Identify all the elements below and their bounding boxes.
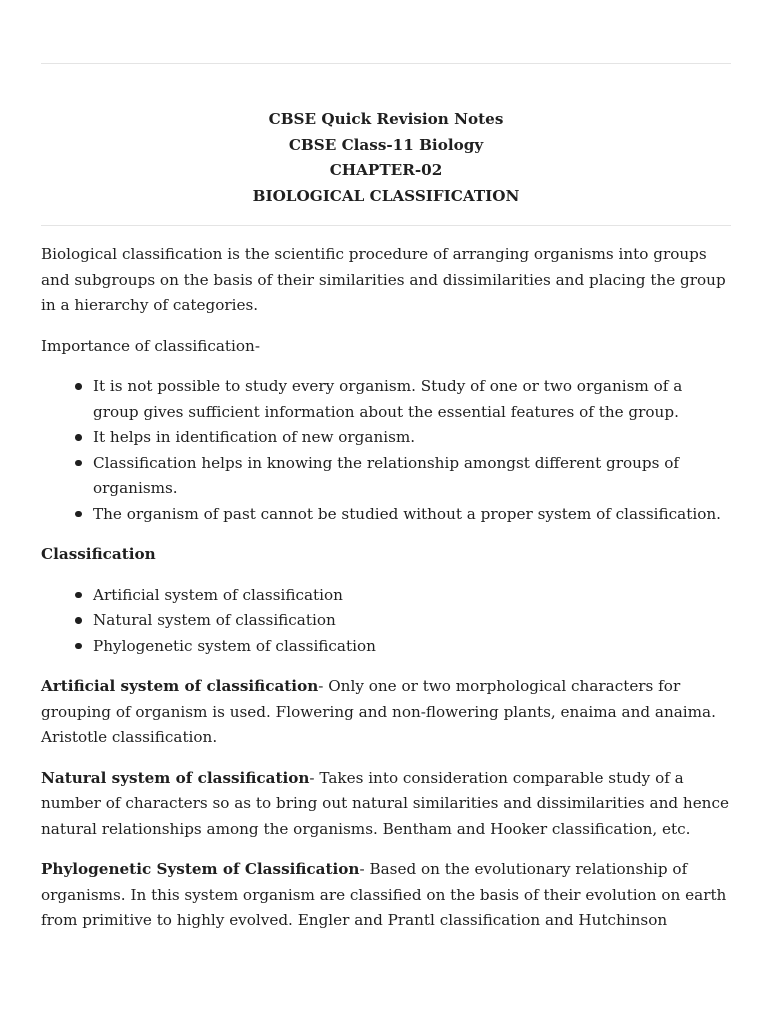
importance-heading: Importance of classification-	[41, 336, 260, 355]
natural-term: Natural system of classification	[41, 768, 310, 787]
artificial-text: - Only one or two morphological characters for grouping of organism is used. Flowering and non-flowering plants, enaima and anaima. Aristotle classification.	[41, 677, 716, 746]
header-line-3: CHAPTER-02	[329, 161, 443, 179]
list-item: Artificial system of classification	[93, 583, 731, 609]
classification-list	[41, 583, 731, 660]
list-item: Classification helps in knowing the relationship amongst different groups of organisms.	[93, 451, 731, 502]
header-divider	[41, 225, 731, 226]
document-page	[41, 0, 731, 934]
classification-heading: Classification	[41, 545, 156, 563]
list-item: It is not possible to study every organism. Study of one or two organism of a group gives sufficient information about the essential features of the group.	[93, 374, 731, 425]
header-line-1: CBSE Quick Revision Notes	[268, 110, 504, 128]
list-item: It helps in identification of new organism.	[93, 425, 731, 451]
phylogenetic-term: Phylogenetic System of Classification	[41, 860, 360, 878]
artificial-paragraph	[41, 674, 731, 751]
natural-paragraph	[41, 766, 731, 843]
natural-text: - Takes into consideration comparable study of a number of characters so as to bring out natural similarities and dissimilarities and hence natural relationships among the organisms. Bentham and Hooker classification, etc.	[41, 768, 729, 838]
document-header	[41, 107, 731, 209]
artificial-term: Artificial system of classification	[41, 677, 319, 695]
header-line-4: BIOLOGICAL CLASSIFICATION	[252, 186, 520, 205]
phylogenetic-paragraph	[41, 857, 731, 934]
phylogenetic-text: - Based on the evolutionary relationship of organisms. In this system organism are classified on the basis of their evolution on earth from primitive to highly evolved. Engler and Prantl classification and Hutchinson	[41, 860, 727, 929]
intro-paragraph: Biological classification is the scientific procedure of arranging organisms into groups and subgroups on the basis of their similarities and dissimilarities and placing the group in a hierarchy of categories.	[41, 245, 726, 314]
header-line-2: CBSE Class-11 Biology	[288, 135, 484, 154]
top-divider	[41, 63, 731, 64]
list-item: Phylogenetic system of classification	[93, 634, 731, 660]
list-item: The organism of past cannot be studied without a proper system of classification.	[93, 502, 731, 528]
list-item: Natural system of classification	[93, 608, 731, 634]
importance-list	[41, 374, 731, 527]
